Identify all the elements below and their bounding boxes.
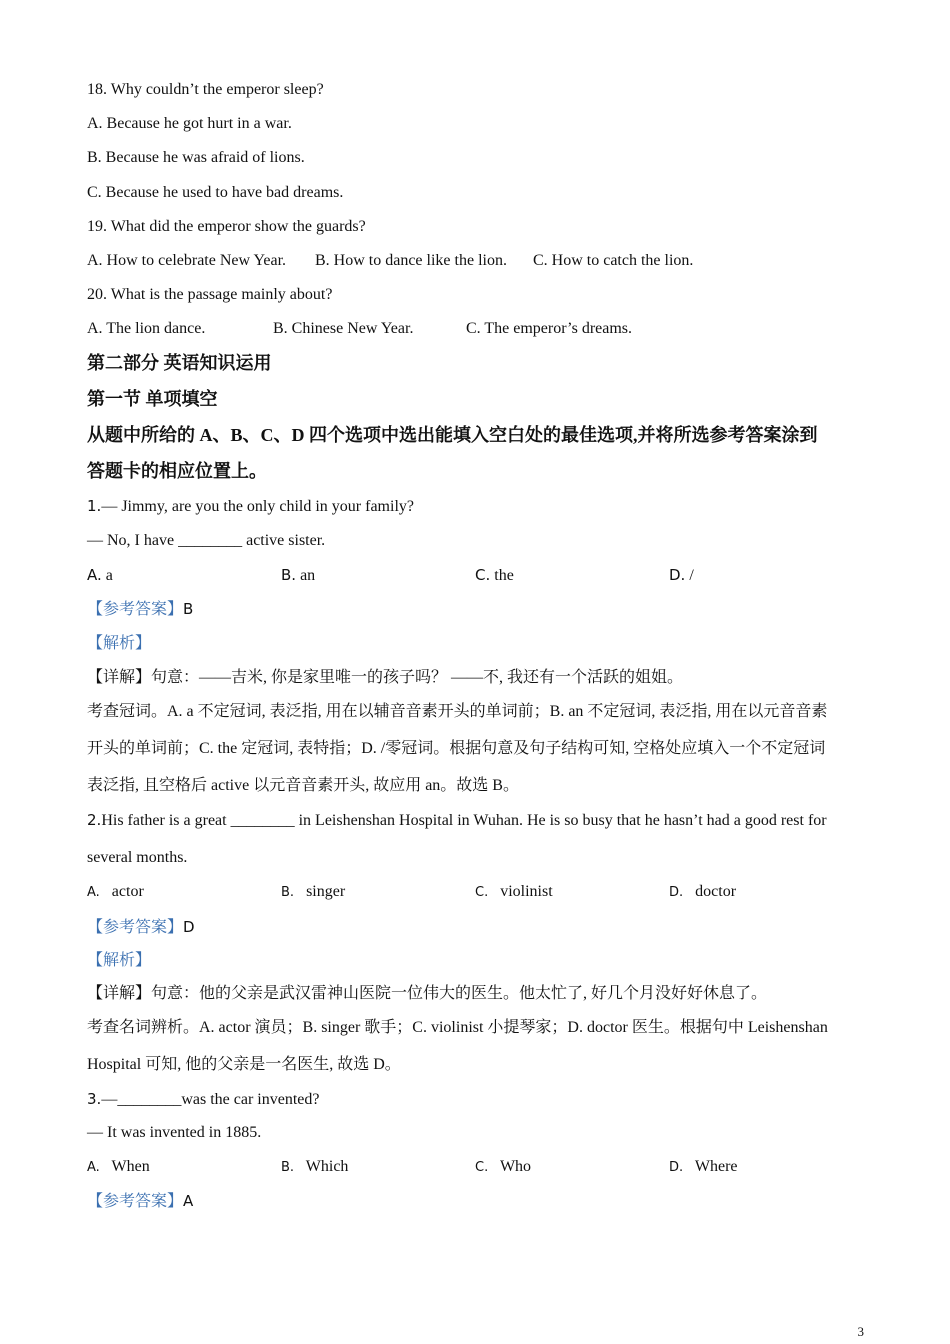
q3-stem-line-1 — [87, 1088, 319, 1111]
q3-option-d: D. Where — [669, 1158, 738, 1175]
q1-detail: 【详解】句意：——吉米, 你是家里唯一的孩子吗？ ——不, 我还有一个活跃的姐姐。 — [87, 669, 684, 686]
q18-option-a: A. Because he got hurt in a war. — [87, 115, 292, 132]
q3-option-c: C. Who — [475, 1158, 532, 1175]
q1-option-d: D. / — [669, 566, 694, 584]
q3-text-1: —________was the car invented? — [101, 1091, 320, 1108]
q2-answer-label: 【参考答案】 — [87, 919, 184, 936]
q1-option-c: C. the — [475, 566, 514, 584]
instruction-line-2: 答题卡的相应位置上。 — [87, 461, 267, 481]
q19-question: 19. What did the emperor show the guards? — [87, 218, 366, 235]
q2-option-c: C. violinist — [475, 883, 553, 900]
q2-analysis-label: 【解析】 — [87, 952, 152, 969]
q1-analysis-label: 【解析】 — [87, 635, 152, 652]
q3-options — [87, 1156, 867, 1178]
q1-stem-line-1 — [87, 495, 414, 518]
q1-stem-line-2: — No, I have ________ active sister. — [87, 532, 326, 549]
q2-number: 2. — [87, 811, 102, 829]
q2-stem-line-2: several months. — [87, 849, 188, 866]
q3-option-b: B. Which — [281, 1158, 349, 1175]
q1-number: 1. — [87, 497, 102, 515]
q2-option-a: A. actor — [87, 883, 144, 900]
q20-question: 20. What is the passage mainly about? — [87, 286, 333, 303]
section-title: 第一节 单项填空 — [87, 389, 218, 409]
q20-option-b: B. Chinese New Year. — [273, 320, 414, 337]
q2-option-d: D. doctor — [669, 883, 737, 900]
q1-explanation-1: 考查冠词。A. a 不定冠词, 表泛指, 用在以辅音音素开头的单词前；B. an 不定冠词, 表泛指, 用在以元音音素 — [87, 703, 828, 720]
q3-answer-label: 【参考答案】 — [87, 1193, 184, 1210]
q1-options — [87, 564, 867, 586]
q3-stem-line-2: — It was invented in 1885. — [87, 1124, 262, 1141]
q1-text-1: — Jimmy, are you the only child in your family? — [101, 498, 414, 515]
q2-options — [87, 881, 867, 903]
q19-option-c: C. How to catch the lion. — [533, 252, 694, 269]
q18-question: 18. Why couldn’t the emperor sleep? — [87, 81, 324, 98]
q1-explanation-3: 表泛指, 且空格后 active 以元音音素开头, 故应用 an。故选 B。 — [87, 777, 519, 794]
q1-option-a: A. a — [87, 566, 113, 584]
q2-explanation-1: 考查名词辨析。A. actor 演员；B. singer 歌手；C. violinist 小提琴家；D. doctor 医生。根据句中 Leishenshan — [87, 1019, 828, 1036]
q1-explanation-2: 开头的单词前；C. the 定冠词, 表特指；D. /零冠词。根据句意及句子结构可知, 空格处应填入一个不定冠词 — [87, 740, 826, 757]
page-number: 3 — [857, 1324, 864, 1339]
instruction-line-1: 从题中所给的 A、B、C、D 四个选项中选出能填入空白处的最佳选项,并将所选参考答案涂到 — [87, 425, 818, 445]
q1-answer-label: 【参考答案】 — [87, 601, 184, 618]
q2-explanation-2: Hospital 可知, 他的父亲是一名医生, 故选 D。 — [87, 1056, 401, 1073]
q18-option-c: C. Because he used to have bad dreams. — [87, 184, 344, 201]
q19-option-b: B. How to dance like the lion. — [315, 252, 507, 269]
q20-option-a: A. The lion dance. — [87, 320, 206, 337]
q1-answer — [87, 598, 193, 621]
q3-number: 3. — [87, 1090, 102, 1108]
q3-answer-value: A — [183, 1192, 194, 1210]
q3-option-a: A. When — [87, 1158, 150, 1175]
q1-option-b: B. an — [281, 566, 316, 584]
q1-answer-value: B — [183, 600, 194, 618]
q2-stem-line-1 — [87, 809, 827, 832]
q2-text-1: His father is a great ________ in Leishenshan Hospital in Wuhan. He is so busy that he hasn’t had a good rest for — [101, 812, 827, 829]
part-title: 第二部分 英语知识运用 — [87, 353, 272, 373]
q20-option-c: C. The emperor’s dreams. — [466, 320, 633, 337]
q2-answer — [87, 916, 195, 939]
q2-option-b: B. singer — [281, 883, 346, 900]
q3-answer — [87, 1190, 193, 1213]
q18-option-b: B. Because he was afraid of lions. — [87, 149, 305, 166]
q19-option-a: A. How to celebrate New Year. — [87, 252, 287, 269]
q2-detail: 【详解】句意：他的父亲是武汉雷神山医院一位伟大的医生。他太忙了, 好几个月没好好休息了。 — [87, 985, 768, 1002]
q2-answer-value: D — [183, 918, 195, 936]
